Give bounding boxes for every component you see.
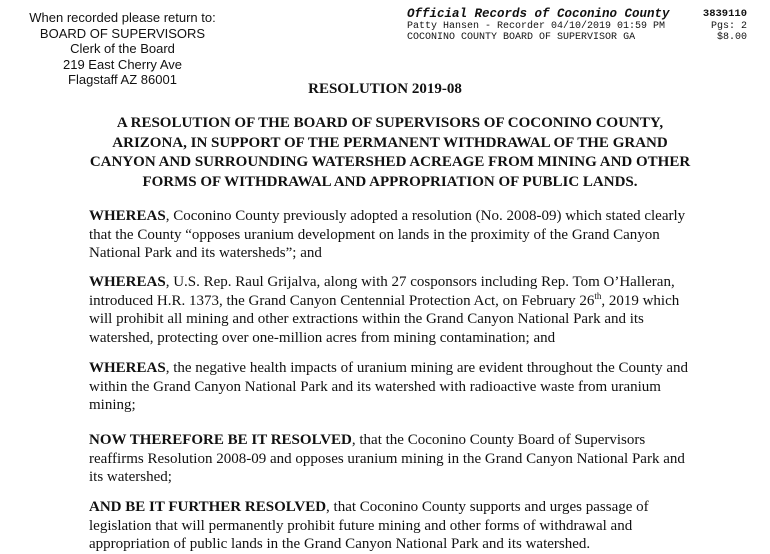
ordinal-suffix: th [594,290,602,301]
paragraph-text: , Coconino County previously adopted a resolution (No. 2008-09) which stated clearly that the County “opposes uranium development on lands in the proximity of the Grand Canyon National Park and its watersheds”; and [89,208,686,261]
paragraph-text: , that the Coconino County Board of Supervisors reaffirms Resolution 2008-09 and opposes uranium mining in the Grand Canyon National Park and its watershed; [89,432,685,485]
paragraph-lead: NOW THEREFORE BE IT RESOLVED [89,432,352,448]
recorder-stamp [407,7,747,43]
return-address-line: When recorded please return to: [29,10,216,25]
paragraph-text: , 2019 which will prohibit all mining and other extractions within the Grand Canyon National Park and its watershed, protecting over one-million acres from mining contamination; and [89,292,680,346]
paragraph-lead: WHEREAS [89,360,166,376]
paragraph-lead: WHEREAS [89,208,166,224]
paragraph-lead: WHEREAS [89,274,166,290]
whereas-paragraph [89,207,689,263]
page-count: Pgs: 2 [710,21,747,32]
whereas-paragraph [89,273,689,347]
return-address-block [20,10,225,88]
document-number: 3839110 [702,8,747,20]
return-address-line: Flagstaff AZ 86001 [68,72,177,87]
return-address-line: Clerk of the Board [70,41,175,56]
paragraph-lead: AND BE IT FURTHER RESOLVED [89,499,327,515]
return-address-line: BOARD OF SUPERVISORS [39,25,206,41]
paragraph-text: , the negative health impacts of uranium mining are evident throughout the County and within the Grand Canyon National Park and its watershed with radioactive waste from uranium mining; [89,360,689,413]
recording-party: COCONINO COUNTY BOARD OF SUPERVISOR [407,32,618,43]
return-address-line: 219 East Cherry Ave [63,56,182,72]
resolution-heading: A RESOLUTION OF THE BOARD OF SUPERVISORS OF COCONINO COUNTY, ARIZONA, IN SUPPORT OF THE PERMANENT WITHDRAWAL OF THE GRAND CANYON AND SURROUNDING WATERSHED ACREAGE FROM MINING AND OTHER FORMS OF WITHDRAWAL AND APPROPRIATION OF PUBLIC LANDS. [89,115,691,190]
paragraph-text: , that Coconino County supports and urges passage of legislation that will permanently prohibit future mining and other forms of withdrawal and appropriation of public lands in the Grand Canyon National Park and its watershed. [89,499,649,552]
resolution-title: RESOLUTION 2019-08 [308,81,462,97]
document-code: GA [623,32,636,43]
recorder-line: Patty Hansen - Recorder 04/10/2019 01:59 PM [407,21,666,32]
stamp-header: Official Records of Coconino County [407,7,670,21]
paragraph-text: , U.S. Rep. Raul Grijalva, along with 27 cosponsors including Rep. Tom O’Halleran, introduced H.R. 1373, the Grand Canyon Centennial Protection Act, on February 26 [89,274,675,309]
whereas-paragraph [89,359,689,415]
recording-fee: $8.00 [716,32,747,43]
resolved-paragraph [89,431,689,487]
further-resolved-paragraph [89,498,689,554]
